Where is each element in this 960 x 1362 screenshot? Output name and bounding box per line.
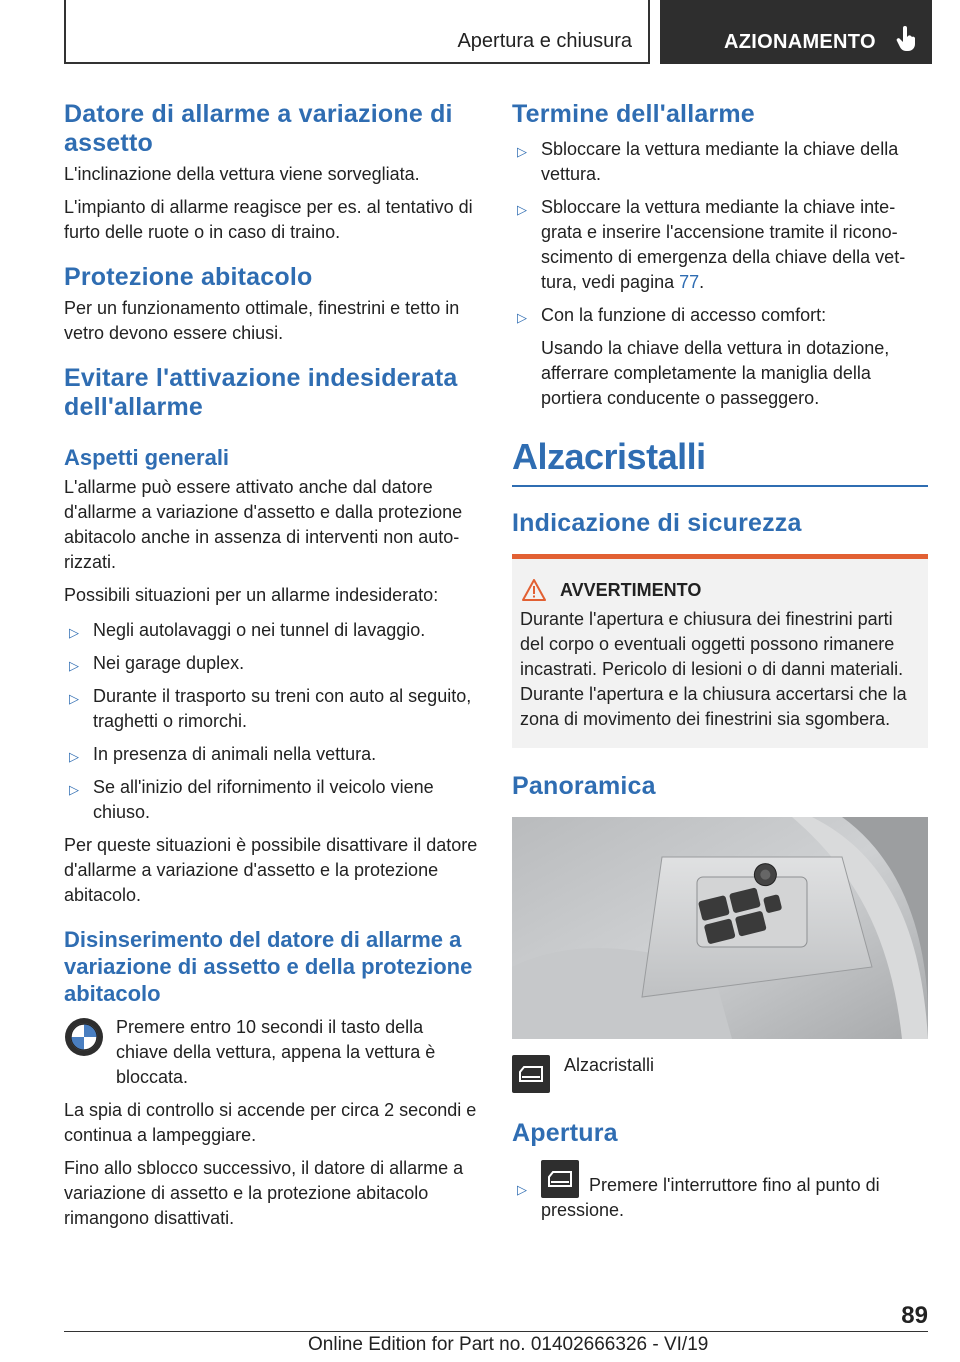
opening-list (512, 1160, 928, 1223)
key-button-instruction (64, 1015, 480, 1090)
list-item: ▷ Sbloccare la vettura mediante la chiave della vettura. (517, 139, 899, 184)
triangle-bullet-icon: ▷ (69, 625, 79, 640)
heading-disable-alarm: Disinserimento del datore di allarme a variazione di assetto e della protezione abitacolo (64, 927, 473, 1006)
list-item: ▷ Con la funzione di accesso comfort: Usando la chiave della vettura in dotazione, afferrare completamente la maniglia della portiera conducente o passeggero. (517, 305, 890, 408)
heading-general-aspects: Aspetti generali (64, 445, 230, 470)
header-section-title: Apertura e chiusura (457, 30, 632, 52)
overview-label-row (512, 1055, 928, 1093)
heading-interior-protection: Protezione abitacolo (64, 263, 313, 291)
heading-overview: Panoramica (512, 772, 656, 800)
overview-label: Alzacristalli (564, 1055, 655, 1075)
triangle-bullet-icon: ▷ (517, 1182, 527, 1197)
heading-avoid-alarm: Evitare l'attivazione indesiderata dell'allarme (64, 364, 458, 421)
heading-tilt-alarm: Datore di allarme a variazione di assetto (64, 100, 453, 157)
list-item: ▷ Negli autolavaggi o nei tunnel di lavaggio. (64, 618, 480, 643)
heading-end-alarm: Termine dell'allarme (512, 100, 755, 128)
warning-text-2: Durante l'apertura e la chiusura accertarsi che la zona di movimento dei finestrini sia sgombera. (520, 684, 907, 729)
window-switch-icon (512, 1055, 550, 1093)
situations-list (64, 618, 480, 825)
page-link[interactable]: 77 (679, 272, 700, 292)
end-alarm-list (512, 137, 928, 411)
disable-paragraph-2: La spia di controllo si accende per circa 2 secondi e continua a lampeggiare. (64, 1100, 477, 1145)
warning-title: AVVERTIMENTO (560, 579, 702, 600)
triangle-bullet-icon: ▷ (517, 202, 527, 217)
window-switches-photo (512, 817, 928, 1039)
footer-divider (64, 1331, 928, 1332)
header-chapter-tab (660, 0, 932, 64)
triangle-bullet-icon: ▷ (517, 144, 527, 159)
triangle-bullet-icon: ▷ (69, 782, 79, 797)
tilt-paragraph-2: L'impianto di allarme reagisce per es. al tentativo di furto delle ruote o in caso di traino. (64, 197, 473, 242)
warning-triangle-icon (522, 579, 546, 601)
general-paragraph-3: Per queste situazioni è possibile disattivare il datore d'allarme a variazione d'assetto e la protezione abitacolo. (64, 835, 478, 905)
warning-box (512, 554, 928, 748)
tilt-paragraph-1: L'inclinazione della vettura viene sorvegliata. (64, 164, 420, 184)
page-number: 89 (901, 1302, 928, 1329)
disable-paragraph-3: Fino allo sblocco successivo, il datore di allarme a variazione di assetto e la protezione abitacolo rimangono disattivati. (64, 1158, 464, 1228)
list-item: ▷ Sbloccare la vettura mediante la chiave integrata e inserire l'accensione tramite il riconoscimento di emergenza della chiave della vettura, vedi pagina 77. (517, 197, 906, 292)
list-item (512, 1160, 928, 1223)
triangle-bullet-icon: ▷ (69, 749, 79, 764)
list-item: ▷ Durante il trasporto su treni con auto al seguito, traghetti o rimorchi. (69, 686, 472, 731)
interior-paragraph: Per un funzionamento ottimale, finestrini e tetto in vetro devono essere chiusi. (64, 298, 460, 343)
warning-text-1: Durante l'apertura e chiusura dei finestrini parti del corpo o eventuali oggetti possono rimanere incastrati. Pericolo di lesioni o di danni materiali. (520, 609, 904, 679)
list-item: ▷ Se all'inizio del rifornimento il veicolo viene chiuso. (69, 777, 434, 822)
heading-windows: Alzacristalli (512, 436, 706, 477)
list-item: ▷ In presenza di animali nella vettura. (64, 742, 480, 767)
warning-header (520, 579, 920, 601)
general-paragraph-1: L'allarme può essere attivato anche dal datore d'allarme a variazione d'assetto e dalla protezione abitacolo anche in assenza di interventi non autorizzati. (64, 477, 463, 572)
bmw-key-button-icon (64, 1017, 104, 1057)
header-section-tab (64, 0, 650, 64)
left-column (64, 100, 480, 1231)
window-switch-icon (541, 1160, 579, 1198)
triangle-bullet-icon: ▷ (69, 691, 79, 706)
comfort-access-description: Usando la chiave della vettura in dotazione, afferrare completamente la maniglia della portiera conducente o passeggero. (541, 338, 890, 408)
disable-paragraph-1: Premere entro 10 secondi il tasto della chiave della vettura, appena la vettura è bloccata. (116, 1017, 436, 1087)
hand-pointer-icon (896, 26, 918, 52)
general-paragraph-2: Possibili situazioni per un allarme indesiderato: (64, 585, 439, 605)
triangle-bullet-icon: ▷ (69, 658, 79, 673)
header-chapter-title: AZIONAMENTO (724, 31, 876, 53)
triangle-bullet-icon: ▷ (517, 310, 527, 325)
opening-instruction: Premere l'interruttore fino al punto di pressione. (541, 1175, 880, 1220)
heading-opening: Apertura (512, 1119, 618, 1147)
right-column (512, 100, 928, 1231)
heading-safety-note: Indicazione di sicurezza (512, 509, 802, 537)
list-item: ▷ Nei garage duplex. (64, 651, 480, 676)
footer-edition: Online Edition for Part no. 01402666326 - VI/19 (308, 1334, 709, 1355)
